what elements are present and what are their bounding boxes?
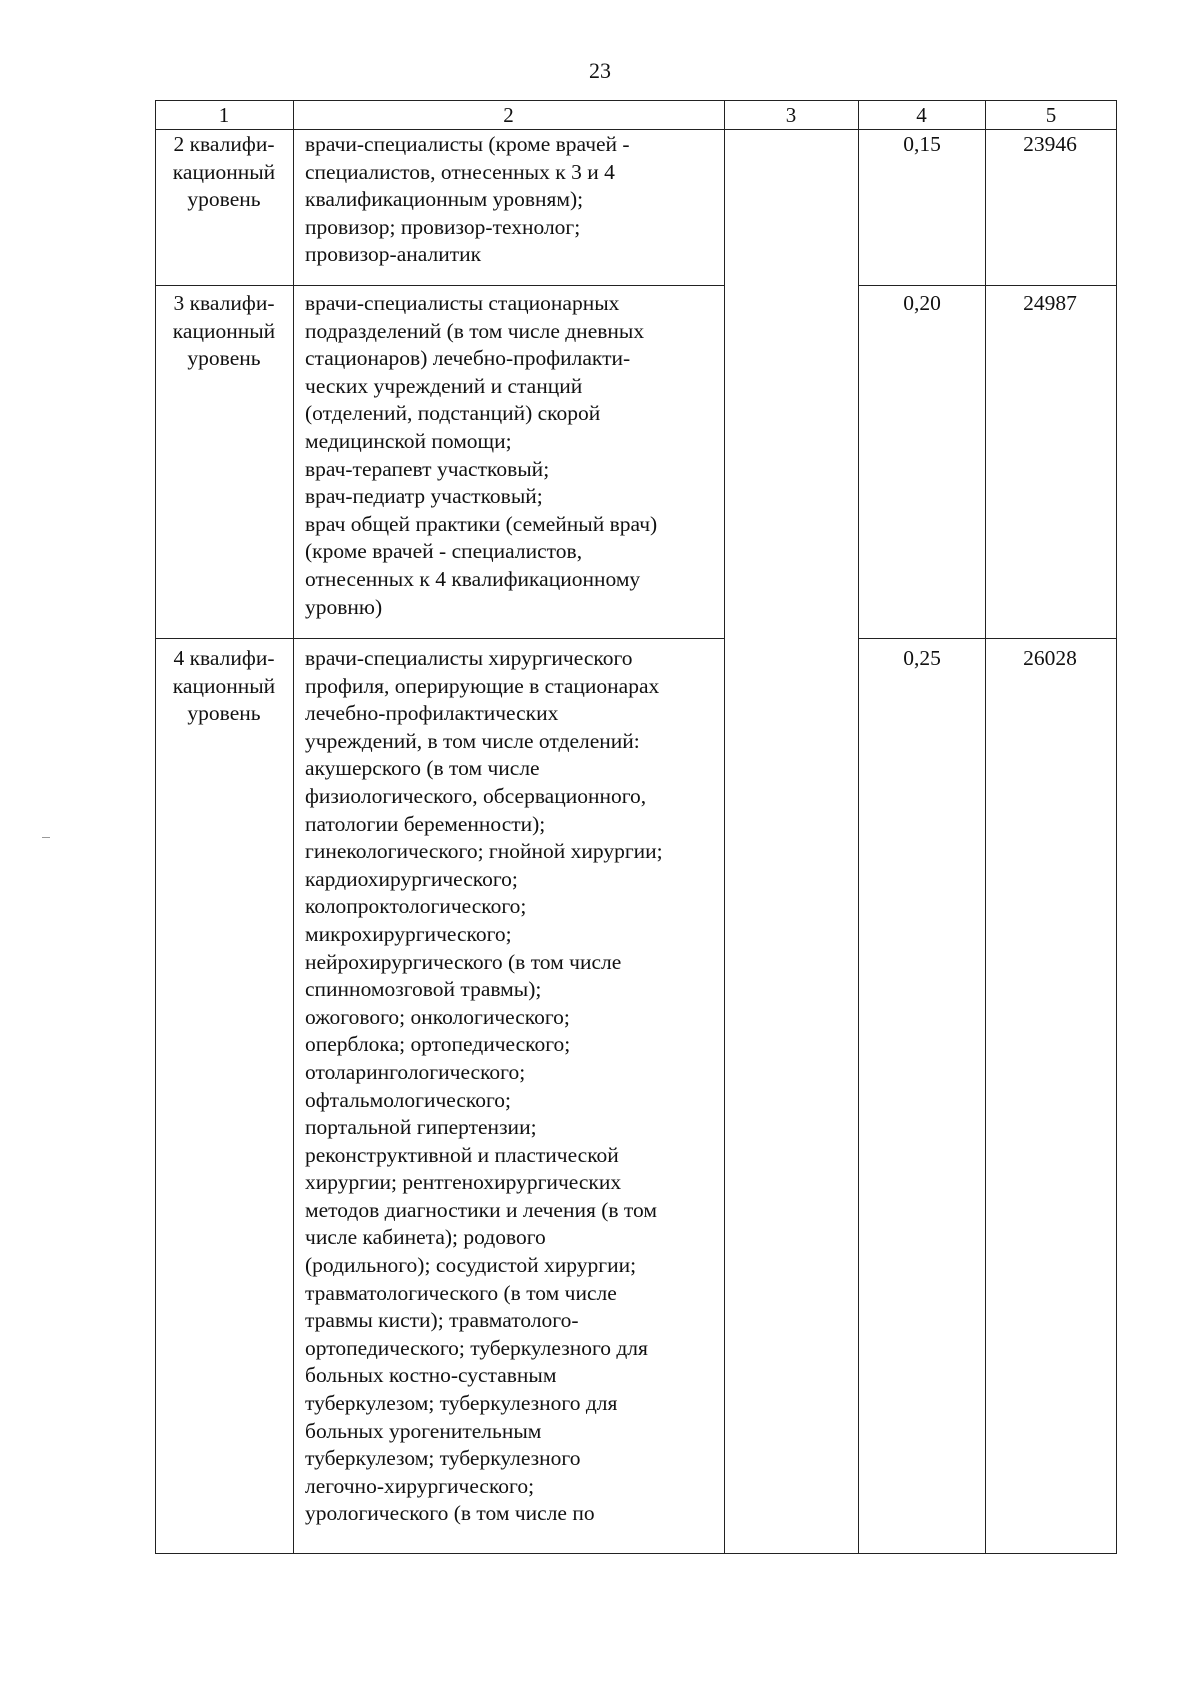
description-line: кардиохирургического; <box>305 866 518 891</box>
description-line: колопроктологического; <box>305 894 527 919</box>
description-line: учреждений, в том числе отделений: <box>305 728 640 753</box>
description-line: врачи-специалисты хирургического <box>305 646 633 670</box>
level-line: кационный <box>172 159 276 184</box>
row-2-level <box>157 290 291 373</box>
row-2-salary: 24987 <box>1023 291 1077 315</box>
description-line: ортопедического; туберкулезного для <box>305 1335 648 1360</box>
description-line: врачи-специалисты стационарных <box>305 291 620 315</box>
description-line: больных урогенительным <box>305 1418 542 1443</box>
row-1-level <box>157 131 291 214</box>
description-line: врач-терапевт участковый; <box>305 456 550 481</box>
description-line: акушерского (в том числе <box>305 756 540 781</box>
row-2-description <box>305 290 705 621</box>
description-line: врач-педиатр участковый; <box>305 484 543 509</box>
column-divider <box>985 100 986 1554</box>
description-line: легочно-хирургического; <box>305 1473 535 1498</box>
description-line: (кроме врачей - специалистов, <box>305 539 583 564</box>
level-line: уровень <box>187 346 261 371</box>
level-line: кационный <box>172 673 276 698</box>
description-line: числе кабинета); родового <box>305 1225 546 1250</box>
row-divider <box>155 285 724 286</box>
row-3-coefficient: 0,25 <box>903 646 941 670</box>
column-divider <box>858 100 859 1554</box>
row-1-salary: 23946 <box>1023 132 1077 156</box>
description-line: реконструктивной и пластической <box>305 1142 619 1167</box>
description-line: ческих учреждений и станций <box>305 373 583 398</box>
description-line: провизор-аналитик <box>305 242 482 267</box>
description-line: специалистов, отнесенных к 3 и 4 <box>305 159 615 184</box>
description-line: портальной гипертензии; <box>305 1115 537 1140</box>
description-line: методов диагностики и лечения (в том <box>305 1197 657 1222</box>
description-line: травмы кисти); травматолого- <box>305 1308 579 1333</box>
description-line: лечебно-профилактических <box>305 701 559 726</box>
row-1-coefficient: 0,15 <box>903 132 941 156</box>
row-2-coefficient: 0,20 <box>903 291 941 315</box>
description-line: травматологического (в том числе <box>305 1280 617 1305</box>
description-line: гинекологического; гнойной хирургии; <box>305 839 663 864</box>
header-col-5: 5 <box>1045 103 1057 127</box>
header-col-3: 3 <box>785 103 797 127</box>
description-line: туберкулезом; туберкулезного <box>305 1446 581 1471</box>
description-line: урологического (в том числе по <box>305 1501 595 1526</box>
description-line: стационаров) лечебно-профилакти- <box>305 346 631 371</box>
row-divider <box>858 638 1117 639</box>
row-divider <box>858 285 1117 286</box>
description-line: нейрохирургического (в том числе <box>305 949 622 974</box>
description-line: врачи-специалисты (кроме врачей - <box>305 132 630 156</box>
row-3-level <box>157 645 291 728</box>
header-col-2: 2 <box>503 103 514 127</box>
row-divider <box>155 638 724 639</box>
description-line: отнесенных к 4 квалификационному <box>305 566 641 591</box>
description-line: профиля, оперирующие в стационарах <box>305 673 660 698</box>
description-line: ожогового; онкологического; <box>305 1004 570 1029</box>
header-divider <box>155 129 1117 130</box>
description-line: уровню) <box>305 594 383 619</box>
description-line: отоларингологического; <box>305 1059 526 1084</box>
description-line: медицинской помощи; <box>305 428 512 453</box>
level-line: 4 квалифи- <box>173 646 275 670</box>
description-line: подразделений (в том числе дневных <box>305 318 645 343</box>
column-divider <box>724 100 725 1554</box>
description-line: физиологического, обсервационного, <box>305 783 647 808</box>
row-3-description <box>305 645 705 1528</box>
margin-mark <box>42 837 50 838</box>
description-line: (родильного); сосудистой хирургии; <box>305 1253 637 1278</box>
level-line: кационный <box>172 318 276 343</box>
description-line: спинномозговой травмы); <box>305 977 542 1002</box>
level-line: уровень <box>187 701 261 726</box>
row-1-description <box>305 131 705 269</box>
page-number: 23 <box>589 58 611 83</box>
level-line: 2 квалифи- <box>173 132 275 156</box>
description-line: оперблока; ортопедического; <box>305 1032 571 1057</box>
description-line: туберкулезом; туберкулезного для <box>305 1391 618 1416</box>
description-line: квалификационным уровням); <box>305 187 584 212</box>
description-line: микрохирургического; <box>305 921 512 946</box>
level-line: 3 квалифи- <box>173 291 275 315</box>
description-line: патологии беременности); <box>305 811 546 836</box>
row-3-salary: 26028 <box>1023 646 1077 670</box>
column-divider <box>293 100 294 1554</box>
level-line: уровень <box>187 187 261 212</box>
header-col-4: 4 <box>916 103 927 127</box>
description-line: больных костно-суставным <box>305 1363 557 1388</box>
description-line: хирургии; рентгенохирургических <box>305 1170 622 1195</box>
description-line: врач общей практики (семейный врач) <box>305 511 658 536</box>
header-col-1: 1 <box>218 103 230 127</box>
description-line: провизор; провизор-технолог; <box>305 214 581 239</box>
description-line: (отделений, подстанций) скорой <box>305 401 601 426</box>
description-line: офтальмологического; <box>305 1087 512 1112</box>
